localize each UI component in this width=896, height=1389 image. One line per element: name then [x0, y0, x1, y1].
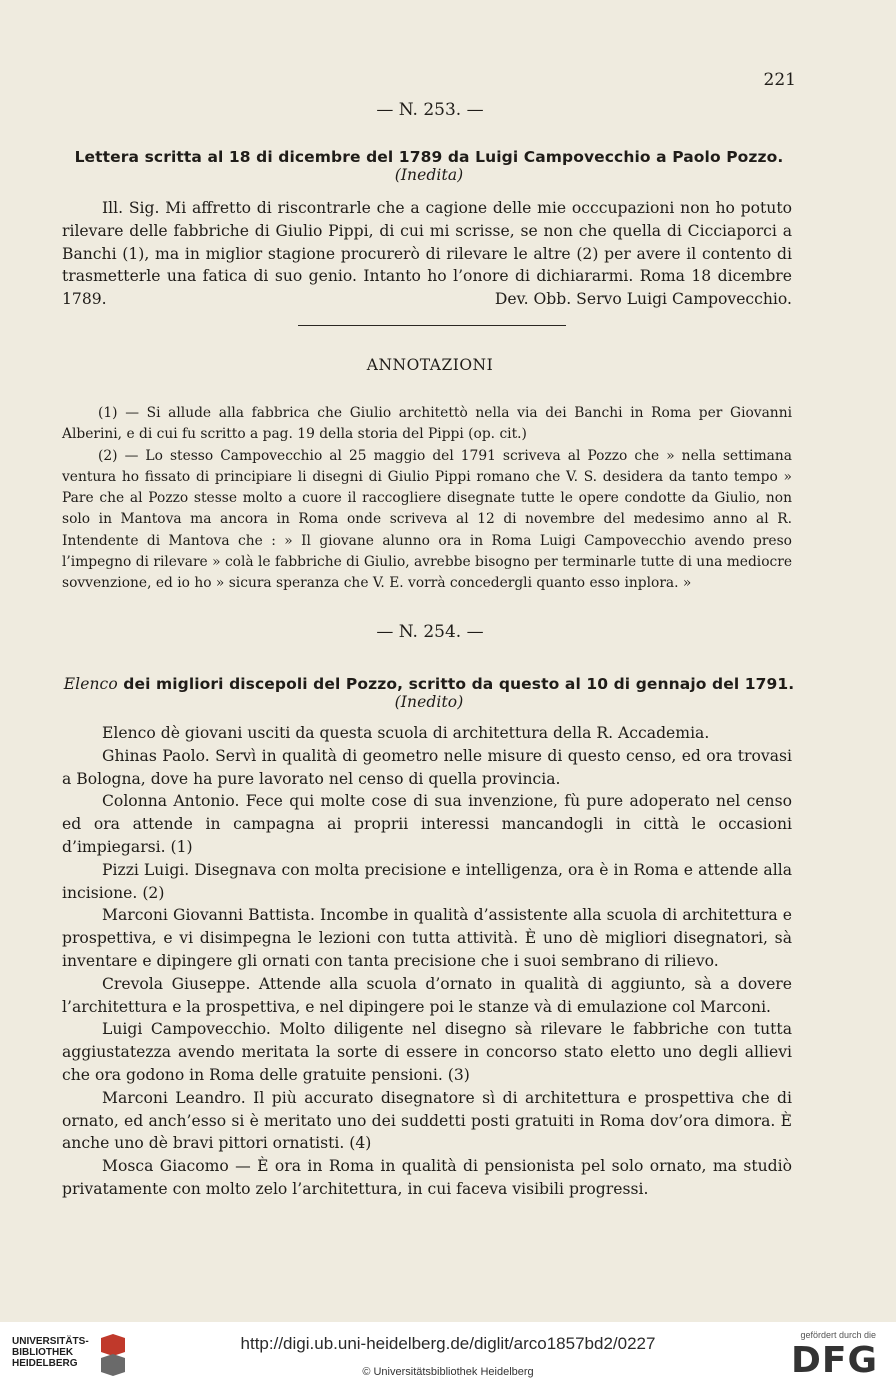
- list-text: [62, 722, 792, 1201]
- annotations-notes: [62, 403, 792, 595]
- list-paragraph: Luigi Campovecchio. Molto diligente nel disegno sà rilevare le fabbriche con tutta aggiustatezza avendo meritata la sorte di essere in concorso stato eletto uno degli allievi che ora godono in Roma delle gratuite pensioni. (3): [62, 1020, 792, 1084]
- list-paragraph: Marconi Giovanni Battista. Incombe in qualità d’assistente alla scuola di architettura e prospettiva, e vi disimpegna le lezioni con tutta attività. È uno dè migliori disegnatori, sà inventare e dipingere gli ornati con tanta precisione che i suoi sembrano di rilievo.: [62, 906, 792, 970]
- annotations-heading: ANNOTAZIONI: [366, 356, 494, 374]
- copyright-text: © Universitätsbibliothek Heidelberg: [362, 1366, 534, 1378]
- title-note: (Inedita): [394, 166, 464, 184]
- footer-bar: [0, 1322, 896, 1389]
- title-note: (Inedito): [394, 693, 464, 711]
- title-text: Lettera scritta al 18 di dicembre del 1789 da Luigi Campovecchio a Paolo Pozzo.: [74, 148, 784, 166]
- library-name: UNIVERSITÄTS- BIBLIOTHEK HEIDELBERG: [12, 1336, 89, 1369]
- page-url-link[interactable]: http://digi.ub.uni-heidelberg.de/diglit/arco1857bd2/0227: [240, 1334, 656, 1353]
- dfg-logo[interactable]: DFG: [790, 1340, 878, 1381]
- letter-signature: Dev. Obb. Servo Luigi Campovecchio.: [494, 290, 792, 308]
- note-2: (2) — Lo stesso Campovecchio al 25 maggio del 1791 scriveva al Pozzo che » nella settimana ventura ho fissato di principiare li disegni di Giulio Pippi romano che V. S. desidera da tanto tempo » Pare che al Pozzo stesse molto a cuore il raccogliere disegnate tutte le opere condotte da Giulio, non solo in Mantova ma ancora in Roma onde scriveva al 12 di novembre del medesimo anno al R. Intendente di Mantova che : » Il giovane alunno ora in Roma Luigi Campovecchio avendo preso l’impegno di rilevare » colà le fabbriche di Giulio, avrebbe bisogno per terminarle tutte di una mediocre sovvenzione, ed io ho » sicura speranza che V. E. vorrà concedergli quanto esso inplora. »: [62, 447, 792, 592]
- funded-by-text: gefördert durch die: [800, 1330, 876, 1340]
- title-italic: Elenco: [63, 675, 118, 693]
- letter-paragraph: Ill. Sig. Mi affretto di riscontrarle che a cagione delle mie occcupazioni non ho potuto rilevare delle fabbriche di Giulio Pippi, di cui mi scrisse, se non che quella di Cicciaporci a Banchi (1), ma in miglior stagione procurerò di rilevare le altre (2) per avere il contento di trasmetterle una fatica di suo genio. Intanto ho l’onore di dichiararmi. Roma 18 dicembre 1789.: [62, 199, 792, 309]
- title-text: dei migliori discepoli del Pozzo, scritto da questo al 10 di gennajo del 1791.: [123, 675, 795, 693]
- list-paragraph: Pizzi Luigi. Disegnava con molta precisione e intelligenza, ora è in Roma e attende alla incisione. (2): [62, 860, 792, 902]
- list-paragraph: Elenco dè giovani usciti da questa scuola di architettura della R. Accademia.: [102, 724, 710, 742]
- page-number: 221: [763, 70, 796, 90]
- list-paragraph: Ghinas Paolo. Servì in qualità di geometro nelle misure di questo censo, ed ora trovasi a Bologna, dove ha pure lavorato nel censo di quella provincia.: [62, 746, 792, 788]
- section-number: — N. 253. —: [376, 100, 484, 120]
- divider: [298, 325, 566, 326]
- list-paragraph: Crevola Giuseppe. Attende alla scuola d’ornato in qualità di aggiunto, sà a dovere l’architettura e la prospettiva, e nel dipingere poi le stanze và di emulazione col Marconi.: [62, 974, 792, 1016]
- list-paragraph: Colonna Antonio. Fece qui molte cose di sua invenzione, fù pure adoperato nel censo ed ora attende in campagna ai proprii interessi mancandogli in città le occasioni d’impiegarsi. (1): [62, 792, 792, 856]
- list-paragraph: Marconi Leandro. Il più accurato disegnatore sì di architettura e prospettiva che di ornato, ed anch’esso si è meritato uno dei suddetti posti gratuiti in Roma dov’ora dimora. È anche uno dè bravi pittori ornatisti. (4): [62, 1088, 792, 1153]
- section-number: — N. 254. —: [376, 622, 484, 642]
- note-1: (1) — Si allude alla fabbrica che Giulio architettò nella via dei Banchi in Roma per Giovanni Alberini, e di cui fu scritto a pag. 19 della storia del Pippi (op. cit.): [62, 405, 792, 443]
- section-title: [62, 148, 796, 184]
- section-title: [62, 675, 796, 711]
- list-paragraph: Mosca Giacomo — È ora in Roma in qualità di pensionista pel solo ornato, ma studiò privatamente con molto zelo l’architettura, in cui faceva visibili progressi.: [62, 1157, 792, 1198]
